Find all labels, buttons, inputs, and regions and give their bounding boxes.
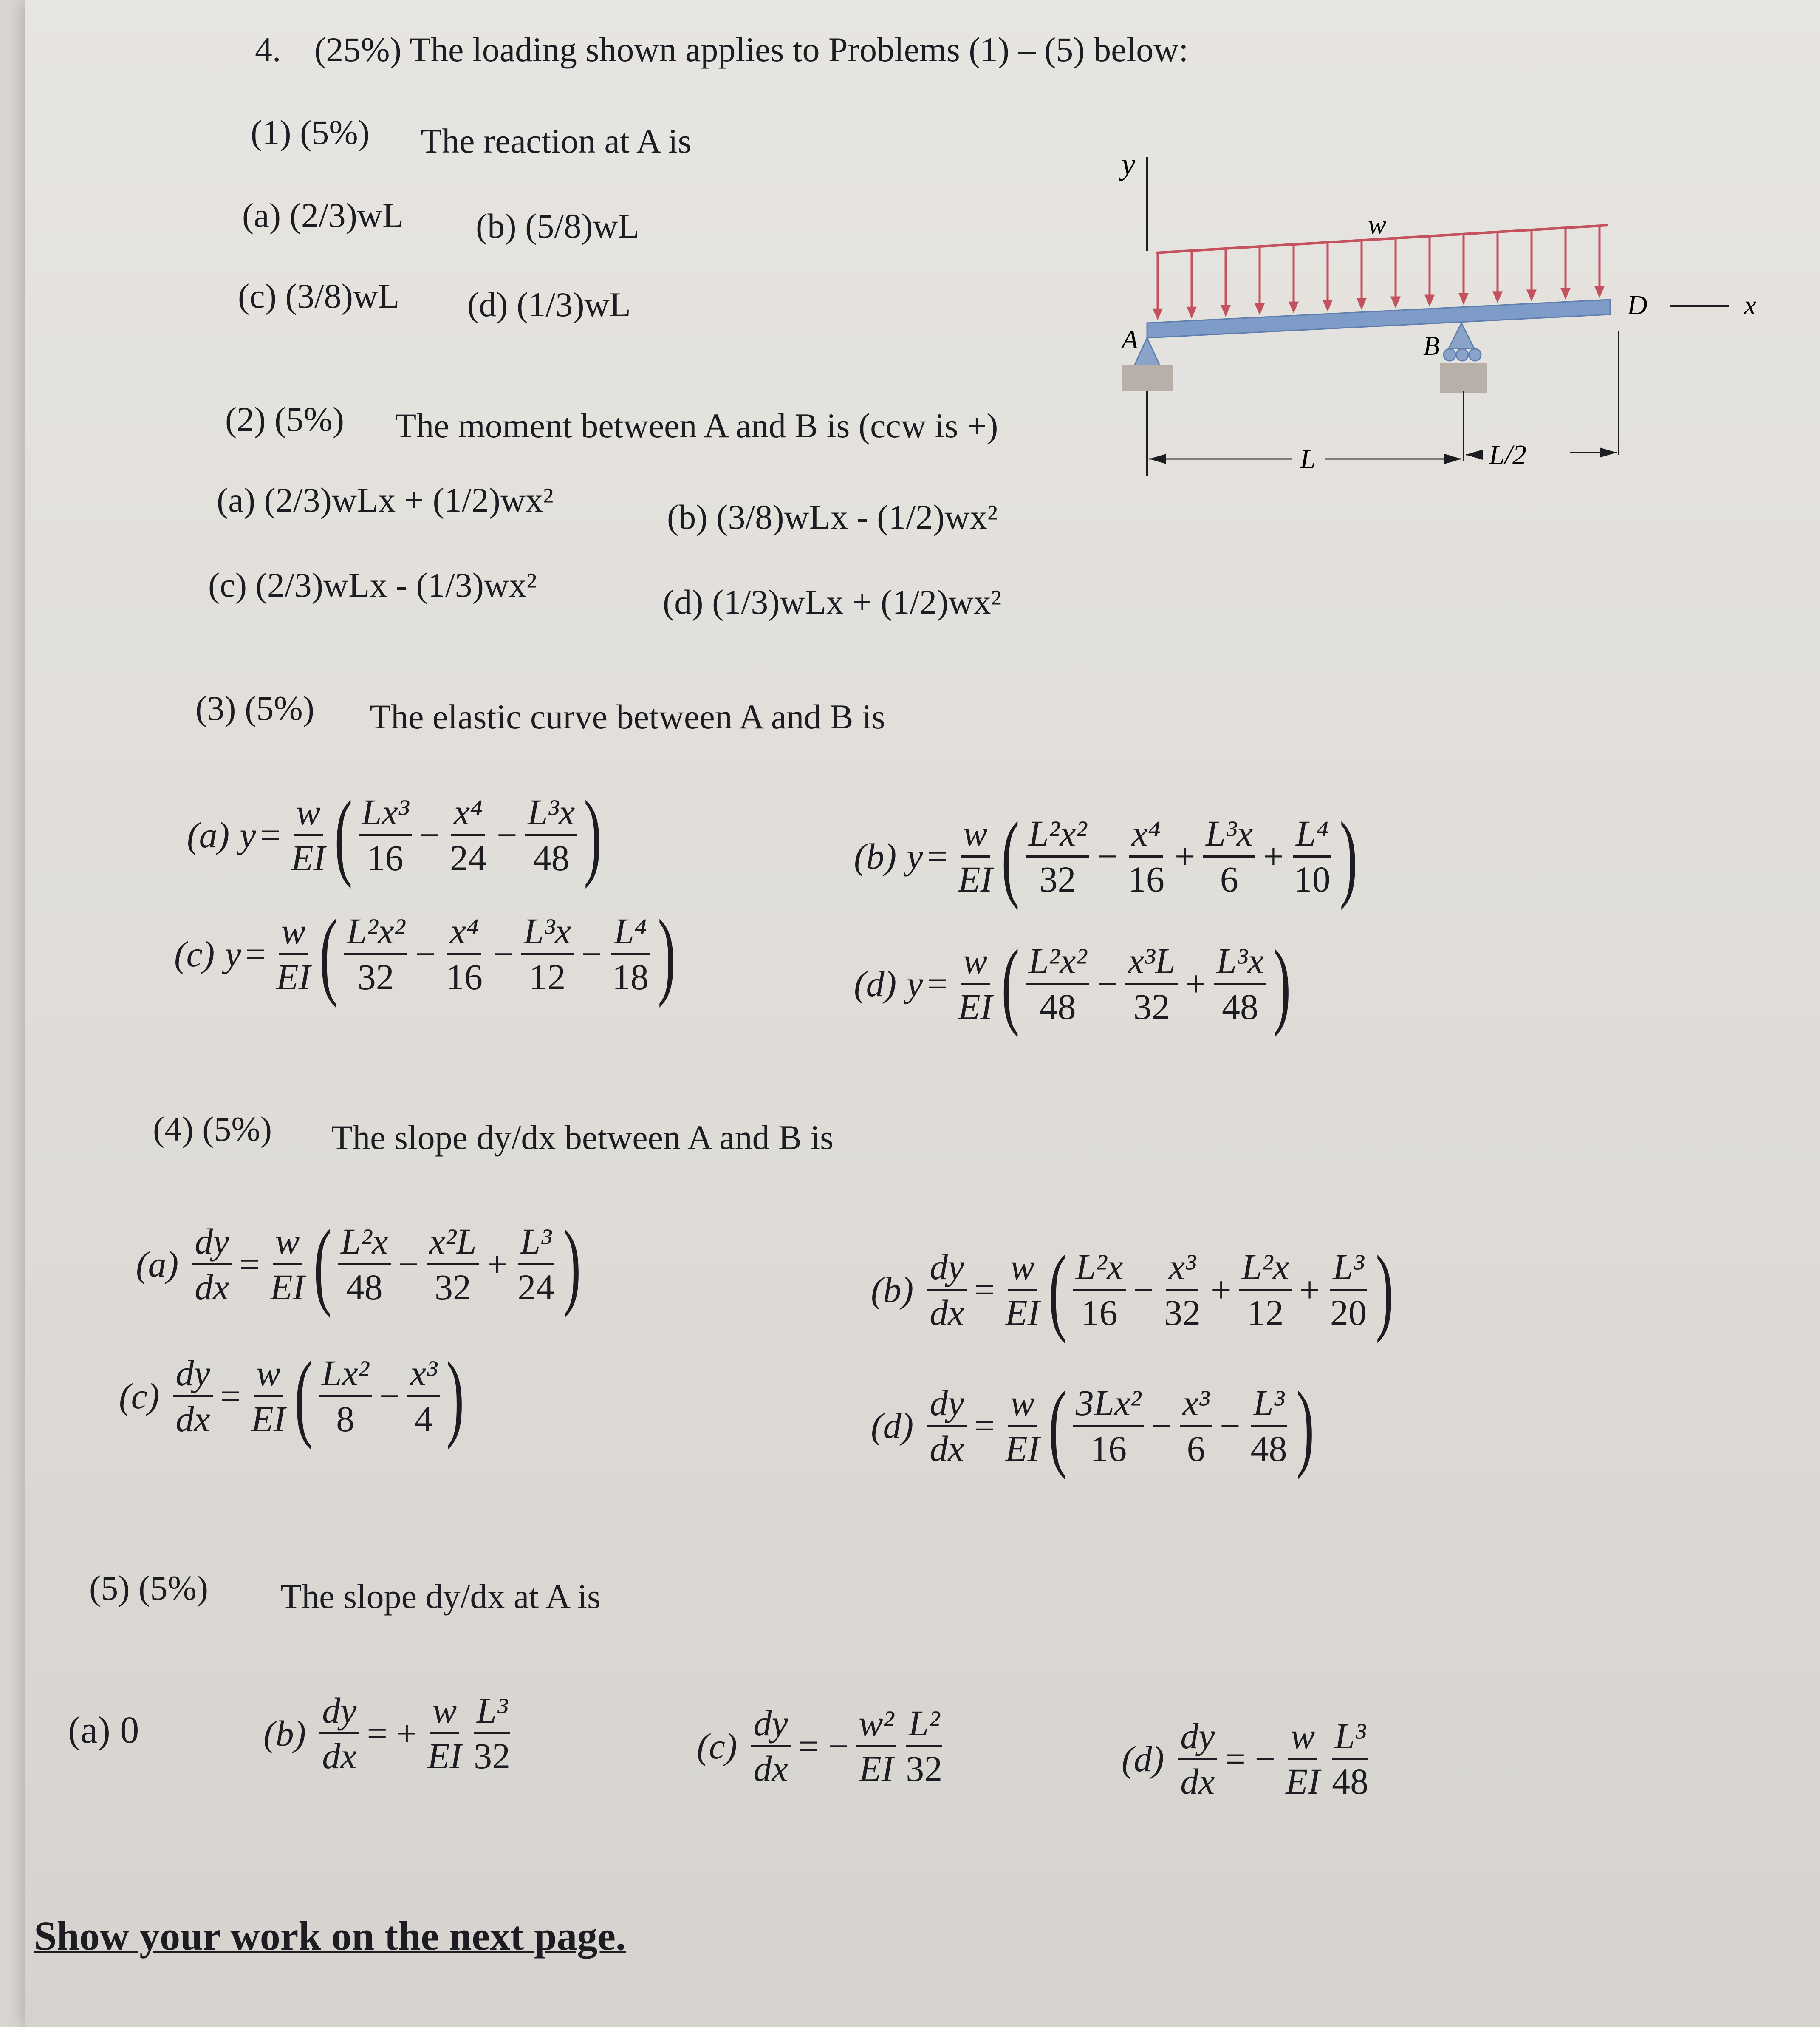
term-denominator: 16 <box>446 956 483 997</box>
operator: + <box>1299 1269 1320 1310</box>
right-paren: ) <box>1273 929 1291 1038</box>
roller-1 <box>1444 349 1455 361</box>
term-denominator: 16 <box>1081 1292 1118 1333</box>
term-fraction <box>1328 1248 1369 1332</box>
operator: + <box>486 1244 508 1285</box>
coefficient-w-over-ei <box>955 814 995 898</box>
term-denominator: 18 <box>612 956 649 997</box>
q3-option-b <box>854 802 1360 910</box>
constant-denominator: 32 <box>906 1748 943 1789</box>
q5-head: (5) (5%) <box>89 1568 209 1607</box>
constant-fraction <box>471 1691 513 1775</box>
term-fraction <box>521 912 574 996</box>
coefficient-w-over-ei-denominator: EI <box>270 1266 305 1308</box>
load-arrow-head <box>1289 302 1299 314</box>
lhs-y: y <box>240 815 256 855</box>
right-paren: ) <box>1296 1371 1314 1480</box>
derivative-dydx-numerator: dy <box>192 1222 232 1265</box>
derivative-dydx-numerator: dy <box>173 1354 212 1397</box>
term-denominator: 32 <box>1133 986 1170 1027</box>
term-fraction <box>1125 942 1178 1026</box>
ground-a <box>1122 365 1173 391</box>
operator: − <box>1151 1405 1173 1446</box>
term-denominator: 10 <box>1294 858 1331 900</box>
term-fraction <box>319 1354 372 1438</box>
q1-option-d: (d) (1/3)wL <box>467 285 631 324</box>
operator: − <box>581 934 602 974</box>
term-denominator: 48 <box>1250 1428 1287 1469</box>
term-numerator: L²x <box>1239 1248 1292 1291</box>
term-fraction <box>1180 1384 1212 1468</box>
dim-l-arrow-left <box>1149 454 1166 464</box>
point-d-label: D <box>1627 290 1648 321</box>
term-fraction <box>1073 1384 1144 1468</box>
coefficient-w-over-ei-numerator: w <box>1008 1248 1037 1291</box>
derivative-dydx-numerator: dy <box>1178 1717 1217 1760</box>
term-fraction <box>1026 942 1090 1026</box>
right-paren: ) <box>563 1210 581 1318</box>
load-arrow-head <box>1458 293 1469 305</box>
x-axis-label: x <box>1744 290 1757 321</box>
coefficient-w-over-ei <box>274 912 313 996</box>
point-a-label: A <box>1122 324 1139 354</box>
term-denominator: 24 <box>450 837 487 878</box>
coefficient-fraction <box>856 1704 896 1788</box>
derivative-dydx-numerator: dy <box>927 1384 967 1427</box>
derivative-dydx-denominator: dx <box>322 1735 357 1777</box>
derivative-dydx <box>192 1222 232 1306</box>
option-label: (b) <box>263 1713 306 1754</box>
operator: − <box>497 815 517 855</box>
term-denominator: 32 <box>357 956 394 997</box>
q1-option-c: (c) (3/8)wL <box>238 277 400 315</box>
lhs-y: y <box>907 836 923 877</box>
derivative-dydx-denominator: dx <box>195 1266 229 1308</box>
term-denominator: 8 <box>336 1398 355 1439</box>
coefficient-fraction-numerator: w <box>1288 1717 1317 1760</box>
beam-figure <box>1088 144 1818 493</box>
term-denominator: 6 <box>1187 1428 1205 1469</box>
term-numerator: L³x <box>521 912 574 955</box>
dim-l-arrow-right <box>1444 454 1461 464</box>
beam <box>1147 300 1610 338</box>
term-numerator: x³L <box>1125 942 1178 985</box>
coefficient-w-over-ei-denominator: EI <box>276 956 311 997</box>
load-arrow-head <box>1560 288 1571 300</box>
term-denominator: 32 <box>434 1266 471 1308</box>
y-axis-label: y <box>1122 147 1135 181</box>
q5-option-a: (a) 0 <box>68 1709 139 1751</box>
left-paren: ( <box>1048 1371 1067 1480</box>
load-arrow-head <box>1153 309 1163 320</box>
term-fraction <box>1203 814 1255 898</box>
term-denominator: 48 <box>346 1266 383 1308</box>
dim-l2-arrow-right <box>1600 447 1617 458</box>
left-paren: ( <box>1001 802 1020 910</box>
coefficient-fraction-numerator: w <box>430 1691 459 1734</box>
dim-l2-label: L/2 <box>1489 439 1527 470</box>
term-fraction <box>1248 1384 1290 1468</box>
term-numerator: L³x <box>1203 814 1255 857</box>
q3-option-a <box>187 781 605 889</box>
option-label: (b) <box>854 836 897 877</box>
coefficient-fraction-numerator: w² <box>856 1704 896 1747</box>
q3-option-c <box>174 900 678 1008</box>
left-paren: ( <box>314 1210 332 1318</box>
operator: − <box>1220 1405 1241 1446</box>
option-label: (d) <box>871 1405 914 1446</box>
coefficient-w-over-ei-numerator: w <box>279 912 308 955</box>
term-denominator: 16 <box>1128 858 1164 900</box>
coefficient-w-over-ei <box>268 1222 307 1306</box>
term-fraction <box>525 793 578 877</box>
derivative-dydx <box>927 1384 967 1468</box>
q3-option-d <box>854 929 1294 1038</box>
load-arrow-head <box>1390 296 1401 308</box>
derivative-dydx-denominator: dx <box>930 1292 964 1333</box>
term-denominator: 32 <box>1039 858 1076 900</box>
operator: − <box>1097 836 1118 877</box>
q5-prompt: The slope dy/dx at A is <box>280 1577 601 1616</box>
right-paren: ) <box>1376 1235 1394 1344</box>
coefficient-fraction-denominator: EI <box>1285 1761 1320 1802</box>
term-numerator: L²x <box>338 1222 391 1265</box>
left-paren: ( <box>319 900 338 1008</box>
derivative-dydx-denominator: dx <box>175 1398 210 1439</box>
term-numerator: Lx³ <box>359 793 412 836</box>
term-numerator: L⁴ <box>611 912 650 955</box>
lhs-y: y <box>225 934 241 974</box>
term-fraction <box>1026 814 1090 898</box>
load-arrow-head <box>1492 291 1503 303</box>
operator: + <box>1185 963 1207 1004</box>
term-denominator: 24 <box>517 1266 554 1308</box>
term-numerator: x³ <box>1166 1248 1198 1291</box>
operator: + <box>1263 836 1284 877</box>
term-fraction <box>1239 1248 1292 1332</box>
lhs-y: y <box>907 963 923 1004</box>
right-paren: ) <box>584 781 602 889</box>
q4-prompt: The slope dy/dx between A and B is <box>331 1118 834 1157</box>
term-denominator: 16 <box>1090 1428 1127 1469</box>
term-denominator: 12 <box>529 956 566 997</box>
term-denominator: 16 <box>367 837 404 878</box>
derivative-dydx <box>751 1704 790 1788</box>
constant-denominator: 48 <box>1332 1761 1369 1802</box>
term-numerator: L³ <box>1251 1384 1287 1427</box>
term-numerator: L⁴ <box>1293 814 1331 857</box>
term-numerator: L³x <box>525 793 578 836</box>
term-fraction <box>515 1222 557 1306</box>
coefficient-fraction <box>1283 1717 1323 1801</box>
derivative-dydx <box>319 1691 359 1775</box>
equals-sign: = <box>974 1405 995 1446</box>
equals-sign: = <box>974 1269 995 1310</box>
term-numerator: L³x <box>1214 942 1266 985</box>
option-label: (b) <box>871 1269 914 1310</box>
term-numerator: x⁴ <box>451 793 485 836</box>
operator: − <box>398 1244 419 1285</box>
coefficient-w-over-ei-numerator: w <box>1008 1384 1037 1427</box>
derivative-dydx-denominator: dx <box>753 1748 788 1789</box>
q5-option-c <box>697 1704 948 1788</box>
coefficient-w-over-ei-denominator: EI <box>958 858 993 900</box>
term-fraction <box>444 912 485 996</box>
coefficient-w-over-ei-numerator: w <box>961 814 990 857</box>
derivative-dydx <box>173 1354 212 1438</box>
term-denominator: 48 <box>533 837 570 878</box>
term-denominator: 20 <box>1330 1292 1367 1333</box>
q3-prompt: The elastic curve between A and B is <box>370 697 885 736</box>
operator: − <box>415 934 436 974</box>
coefficient-w-over-ei <box>955 942 995 1026</box>
q4-option-d <box>871 1371 1317 1480</box>
constant-fraction <box>1329 1717 1371 1801</box>
equals-sign: = <box>239 1244 260 1285</box>
q2-option-a: (a) (2/3)wLx + (1/2)wx² <box>217 481 554 519</box>
q2-head: (2) (5%) <box>225 400 345 439</box>
roller-2 <box>1456 349 1468 361</box>
constant-numerator: L² <box>906 1704 942 1747</box>
q2-prompt: The moment between A and B is (ccw is +) <box>395 406 998 445</box>
operator: − <box>493 934 514 974</box>
term-numerator: x⁴ <box>447 912 481 955</box>
operator: − <box>419 815 440 855</box>
term-numerator: 3Lx² <box>1073 1384 1144 1427</box>
load-arrow-head <box>1221 305 1231 317</box>
term-fraction <box>1214 942 1266 1026</box>
option-label: (c) <box>119 1376 160 1416</box>
constant-fraction <box>903 1704 945 1788</box>
load-arrow-head <box>1323 300 1333 312</box>
term-fraction <box>1292 814 1333 898</box>
derivative-dydx <box>927 1248 967 1332</box>
load-arrow-head <box>1187 307 1197 319</box>
term-fraction <box>427 1222 479 1306</box>
term-denominator: 12 <box>1247 1292 1284 1333</box>
load-arrow-head <box>1526 289 1537 301</box>
constant-denominator: 32 <box>474 1735 511 1777</box>
coefficient-w-over-ei-denominator: EI <box>291 837 326 878</box>
operator: − <box>1097 963 1118 1004</box>
footer-instruction: Show your work on the next page. <box>34 1913 626 1959</box>
operator: − <box>379 1376 400 1416</box>
option-label: (d) <box>1122 1738 1164 1779</box>
roller-3 <box>1469 349 1481 361</box>
option-label: (d) <box>854 963 897 1004</box>
constant-numerator: L³ <box>1332 1717 1368 1760</box>
coefficient-w-over-ei-denominator: EI <box>251 1398 286 1439</box>
option-label: (a) <box>136 1244 179 1285</box>
q2-option-d: (d) (1/3)wLx + (1/2)wx² <box>663 583 1002 621</box>
term-fraction <box>1162 1248 1203 1332</box>
term-numerator: x³ <box>407 1354 440 1397</box>
operator: + <box>1211 1269 1232 1310</box>
coefficient-fraction-denominator: EI <box>427 1735 462 1777</box>
q1-option-a: (a) (2/3)wL <box>242 196 404 235</box>
option-label: (c) <box>174 934 215 974</box>
coefficient-w-over-ei <box>1003 1248 1042 1332</box>
equals-sign: = + <box>367 1713 417 1754</box>
point-b-label: B <box>1423 331 1440 361</box>
term-numerator: L²x <box>1073 1248 1126 1291</box>
derivative-dydx-numerator: dy <box>319 1691 359 1734</box>
dim-l-label: L <box>1300 444 1316 475</box>
q5-option-b <box>263 1691 516 1775</box>
load-arrow-head <box>1357 298 1367 310</box>
term-denominator: 48 <box>1222 986 1259 1027</box>
derivative-dydx <box>1178 1717 1217 1801</box>
term-numerator: x³ <box>1180 1384 1212 1427</box>
term-numerator: L³ <box>1330 1248 1367 1291</box>
term-denominator: 48 <box>1039 986 1076 1027</box>
equals-sign: = <box>220 1376 241 1416</box>
load-label: w <box>1368 209 1386 240</box>
operator: − <box>1133 1269 1154 1310</box>
q1-prompt: The reaction at A is <box>421 122 692 160</box>
term-numerator: L²x² <box>1026 942 1090 985</box>
coefficient-w-over-ei-numerator: w <box>254 1354 283 1397</box>
ground-b <box>1440 363 1487 393</box>
exam-page <box>25 0 1820 2027</box>
term-denominator: 4 <box>414 1398 433 1439</box>
q4-option-c <box>119 1342 467 1450</box>
term-fraction <box>610 912 651 996</box>
term-numerator: x²L <box>427 1222 479 1265</box>
dim-l2-arrow-left <box>1466 450 1483 460</box>
term-fraction <box>1125 814 1167 898</box>
right-paren: ) <box>1339 802 1358 910</box>
equals-sign: = <box>927 836 948 877</box>
coefficient-w-over-ei-numerator: w <box>273 1222 302 1265</box>
option-label: (a) <box>187 815 230 855</box>
term-numerator: L²x² <box>344 912 408 955</box>
term-fraction <box>338 1222 391 1306</box>
equals-sign: = <box>927 963 948 1004</box>
q4-option-a <box>136 1210 584 1318</box>
coefficient-w-over-ei-denominator: EI <box>1005 1428 1040 1469</box>
left-paren: ( <box>1001 929 1020 1038</box>
equals-sign: = <box>245 934 266 974</box>
q2-option-c: (c) (2/3)wLx - (1/3)wx² <box>208 566 537 604</box>
equals-sign: = − <box>1225 1738 1275 1779</box>
term-fraction <box>447 793 489 877</box>
load-arrow-head <box>1255 303 1265 315</box>
term-fraction <box>344 912 408 996</box>
coefficient-w-over-ei <box>1003 1384 1042 1468</box>
load-arrow-head <box>1594 286 1605 298</box>
term-numerator: L³ <box>518 1222 554 1265</box>
coefficient-w-over-ei-numerator: w <box>294 793 323 836</box>
load-arrow-head <box>1424 294 1435 306</box>
left-paren: ( <box>294 1342 313 1450</box>
q1-option-b: (b) (5/8)wL <box>476 207 639 245</box>
operator: + <box>1174 836 1195 877</box>
equals-sign: = <box>260 815 281 855</box>
term-fraction <box>359 793 412 877</box>
term-numerator: Lx² <box>319 1354 372 1397</box>
q1-head: (1) (5%) <box>251 113 370 152</box>
roller-support-b <box>1449 323 1474 348</box>
derivative-dydx-numerator: dy <box>751 1704 790 1747</box>
problem-number: 4. <box>255 30 281 69</box>
derivative-dydx-denominator: dx <box>1180 1761 1215 1802</box>
derivative-dydx-denominator: dx <box>930 1428 964 1469</box>
left-paren: ( <box>334 781 353 889</box>
term-denominator: 32 <box>1164 1292 1201 1333</box>
constant-numerator: L³ <box>474 1691 510 1734</box>
q3-head: (3) (5%) <box>195 689 315 728</box>
coefficient-fraction <box>425 1691 464 1775</box>
q4-option-b <box>871 1235 1396 1344</box>
problem-header: (25%) The loading shown applies to Problems (1) – (5) below: <box>314 30 1189 69</box>
right-paren: ) <box>446 1342 464 1450</box>
coefficient-w-over-ei <box>288 793 328 877</box>
option-label: (c) <box>697 1725 738 1767</box>
coefficient-w-over-ei <box>249 1354 288 1438</box>
right-paren: ) <box>658 900 676 1008</box>
term-numerator: x⁴ <box>1129 814 1163 857</box>
equals-sign: = − <box>798 1725 849 1767</box>
q2-option-b: (b) (3/8)wLx - (1/2)wx² <box>667 498 998 536</box>
q4-head: (4) (5%) <box>153 1110 272 1148</box>
coefficient-w-over-ei-numerator: w <box>961 942 990 985</box>
term-denominator: 6 <box>1220 858 1238 900</box>
coefficient-w-over-ei-denominator: EI <box>1005 1292 1040 1333</box>
term-fraction <box>407 1354 440 1438</box>
left-paren: ( <box>1048 1235 1067 1344</box>
coefficient-w-over-ei-denominator: EI <box>958 986 993 1027</box>
term-fraction <box>1073 1248 1126 1332</box>
q5-option-d <box>1122 1717 1374 1801</box>
term-numerator: L²x² <box>1026 814 1090 857</box>
coefficient-fraction-denominator: EI <box>859 1748 894 1789</box>
derivative-dydx-numerator: dy <box>927 1248 967 1291</box>
